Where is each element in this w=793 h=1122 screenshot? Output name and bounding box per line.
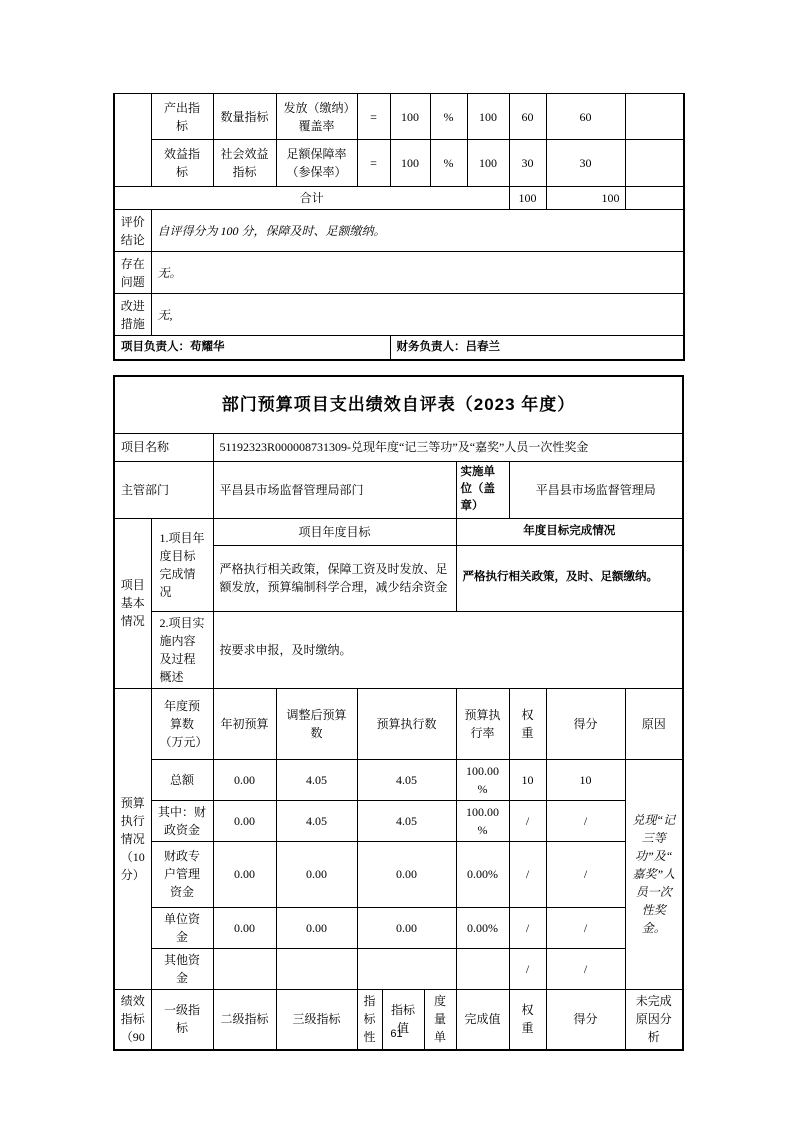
budget-header-rate: 预算执行率 bbox=[456, 688, 509, 759]
annual-goal-header-row bbox=[114, 518, 683, 545]
total-row bbox=[114, 187, 684, 210]
cell-category: 产出指标 bbox=[151, 94, 213, 140]
cell-type: 数量指标 bbox=[213, 94, 276, 140]
finance-leader: 财务负责人：吕春兰 bbox=[390, 336, 684, 360]
total-note bbox=[625, 187, 684, 210]
cell-relation: = bbox=[357, 94, 390, 140]
perf-header-value: 指标值 bbox=[382, 989, 424, 1050]
implementer-value: 平昌县市场监督管理局 bbox=[509, 461, 683, 518]
budget-row-total bbox=[114, 759, 683, 800]
perf-header-level2: 二级指标 bbox=[213, 989, 276, 1050]
cell-category: 效益指标 bbox=[151, 140, 213, 187]
budget-row-unit-funds bbox=[114, 907, 683, 948]
indicator-row-benefit bbox=[114, 140, 684, 187]
annual-goal-header: 项目年度目标 bbox=[213, 518, 456, 545]
budget-rate: 100.00% bbox=[456, 800, 509, 841]
budget-initial: 0.00 bbox=[213, 841, 276, 907]
perf-header-level1: 一级指标 bbox=[151, 989, 213, 1050]
cell-weight: 60 bbox=[509, 94, 546, 140]
budget-row-label: 单位资金 bbox=[151, 907, 213, 948]
project-name-value: 51192323R000008731309-兑现年度“记三等功”及“嘉奖”人员一次性奖金 bbox=[213, 433, 683, 461]
project-name-label: 项目名称 bbox=[114, 433, 213, 461]
perf-header-score: 得分 bbox=[546, 989, 625, 1050]
budget-row-label: 财政专户管理资金 bbox=[151, 841, 213, 907]
budget-section-label: 预算执行情况（10分） bbox=[114, 688, 151, 989]
cell-indicator-name: 足额保障率（参保率） bbox=[276, 140, 357, 187]
perf-header-weight: 权重 bbox=[509, 989, 546, 1050]
cell-unit: % bbox=[430, 140, 467, 187]
budget-header-weight: 权重 bbox=[509, 688, 546, 759]
budget-header-annual: 年度预算数（万元） bbox=[151, 688, 213, 759]
budget-executed: 0.00 bbox=[357, 907, 456, 948]
budget-initial bbox=[213, 948, 276, 989]
budget-executed: 4.05 bbox=[357, 800, 456, 841]
budget-header-row bbox=[114, 688, 683, 759]
department-row bbox=[114, 461, 683, 518]
budget-adjusted: 0.00 bbox=[276, 907, 357, 948]
budget-header-reason: 原因 bbox=[625, 688, 683, 759]
problems-text: 无。 bbox=[151, 252, 684, 294]
perf-header-nature: 指标性 bbox=[357, 989, 382, 1050]
budget-header-adjusted: 调整后预算数 bbox=[276, 688, 357, 759]
signature-row bbox=[114, 336, 684, 360]
budget-adjusted bbox=[276, 948, 357, 989]
implementation-label: 2.项目实施内容及过程概述 bbox=[151, 611, 213, 688]
budget-executed: 0.00 bbox=[357, 841, 456, 907]
self-evaluation-table-2023 bbox=[113, 375, 684, 1051]
budget-row-label: 总额 bbox=[151, 759, 213, 800]
problems-label: 存在问题 bbox=[114, 252, 151, 294]
annual-goal-label: 1.项目年度目标完成情况 bbox=[151, 518, 213, 611]
perf-header-level3: 三级指标 bbox=[276, 989, 357, 1050]
measures-label: 改进措施 bbox=[114, 294, 151, 336]
indicator-row-output bbox=[114, 94, 684, 140]
goal-completion-header: 年度目标完成情况 bbox=[456, 518, 683, 545]
budget-score: / bbox=[546, 948, 625, 989]
budget-initial: 0.00 bbox=[213, 907, 276, 948]
perf-header-completion: 完成值 bbox=[456, 989, 509, 1050]
budget-weight: 10 bbox=[509, 759, 546, 800]
cell-actual: 100 bbox=[467, 140, 509, 187]
implementation-text: 按要求申报，及时缴纳。 bbox=[213, 611, 683, 688]
cell-actual: 100 bbox=[467, 94, 509, 140]
measures-row bbox=[114, 294, 684, 336]
cell-score: 60 bbox=[546, 94, 625, 140]
budget-rate: 0.00% bbox=[456, 907, 509, 948]
self-evaluation-table-continued bbox=[113, 93, 685, 361]
budget-score: / bbox=[546, 800, 625, 841]
cell-note bbox=[625, 140, 684, 187]
perf-header-analysis: 未完成原因分析 bbox=[625, 989, 683, 1050]
total-weight: 100 bbox=[509, 187, 546, 210]
cell-target: 100 bbox=[390, 140, 430, 187]
conclusion-text: 自评得分为 100 分，保障及时、足额缴纳。 bbox=[151, 210, 684, 252]
basic-info-section-label: 项目基本情况 bbox=[114, 518, 151, 688]
department-value: 平昌县市场监督管理局部门 bbox=[213, 461, 456, 518]
budget-row-other-funds bbox=[114, 948, 683, 989]
cell-indicator-name: 发放（缴纳）覆盖率 bbox=[276, 94, 357, 140]
project-leader: 项目负责人：苟耀华 bbox=[114, 336, 390, 360]
page-number: 61 bbox=[390, 1028, 403, 1040]
budget-header-executed: 预算执行数 bbox=[357, 688, 456, 759]
budget-row-special-account bbox=[114, 841, 683, 907]
budget-weight: / bbox=[509, 800, 546, 841]
budget-header-initial: 年初预算 bbox=[213, 688, 276, 759]
budget-row-fiscal bbox=[114, 800, 683, 841]
budget-adjusted: 4.05 bbox=[276, 759, 357, 800]
conclusion-row bbox=[114, 210, 684, 252]
budget-rate bbox=[456, 948, 509, 989]
problems-row bbox=[114, 252, 684, 294]
department-label: 主管部门 bbox=[114, 461, 213, 518]
measures-text: 无, bbox=[151, 294, 684, 336]
implementation-row bbox=[114, 611, 683, 688]
cell-relation: = bbox=[357, 140, 390, 187]
budget-score: / bbox=[546, 841, 625, 907]
budget-adjusted: 0.00 bbox=[276, 841, 357, 907]
budget-initial: 0.00 bbox=[213, 759, 276, 800]
budget-rate: 0.00% bbox=[456, 841, 509, 907]
cell-unit: % bbox=[430, 94, 467, 140]
implementer-label: 实施单位（盖章） bbox=[456, 461, 509, 518]
budget-row-label: 其中：财政资金 bbox=[151, 800, 213, 841]
goal-completion-text: 严格执行相关政策，及时、足额缴纳。 bbox=[456, 545, 683, 611]
budget-weight: / bbox=[509, 907, 546, 948]
budget-rate: 100.00% bbox=[456, 759, 509, 800]
budget-reason-text: 兑现“记三等功”及“嘉奖”人员一次性奖金。 bbox=[625, 759, 683, 989]
performance-header-row bbox=[114, 989, 683, 1050]
budget-executed bbox=[357, 948, 456, 989]
cell-note bbox=[625, 94, 684, 140]
performance-section-label: 绩效指标（90 bbox=[114, 989, 151, 1050]
total-label: 合计 bbox=[114, 187, 509, 210]
budget-row-label: 其他资金 bbox=[151, 948, 213, 989]
budget-score: / bbox=[546, 907, 625, 948]
cell-type: 社会效益指标 bbox=[213, 140, 276, 187]
budget-score: 10 bbox=[546, 759, 625, 800]
cell-weight: 30 bbox=[509, 140, 546, 187]
project-name-row bbox=[114, 433, 683, 461]
budget-header-score: 得分 bbox=[546, 688, 625, 759]
total-score: 100 bbox=[546, 187, 625, 210]
cell-score: 30 bbox=[546, 140, 625, 187]
perf-header-unit: 度量单 bbox=[424, 989, 456, 1050]
budget-weight: / bbox=[509, 948, 546, 989]
table-title-row bbox=[114, 376, 683, 433]
cell-target: 100 bbox=[390, 94, 430, 140]
budget-executed: 4.05 bbox=[357, 759, 456, 800]
budget-initial: 0.00 bbox=[213, 800, 276, 841]
conclusion-label: 评价结论 bbox=[114, 210, 151, 252]
section-spacer-cell bbox=[114, 94, 151, 187]
table-title: 部门预算项目支出绩效自评表（2023 年度） bbox=[114, 376, 683, 433]
annual-goal-text: 严格执行相关政策，保障工资及时发放、足额发放，预算编制科学合理，减少结余资金 bbox=[213, 545, 456, 611]
budget-weight: / bbox=[509, 841, 546, 907]
budget-adjusted: 4.05 bbox=[276, 800, 357, 841]
